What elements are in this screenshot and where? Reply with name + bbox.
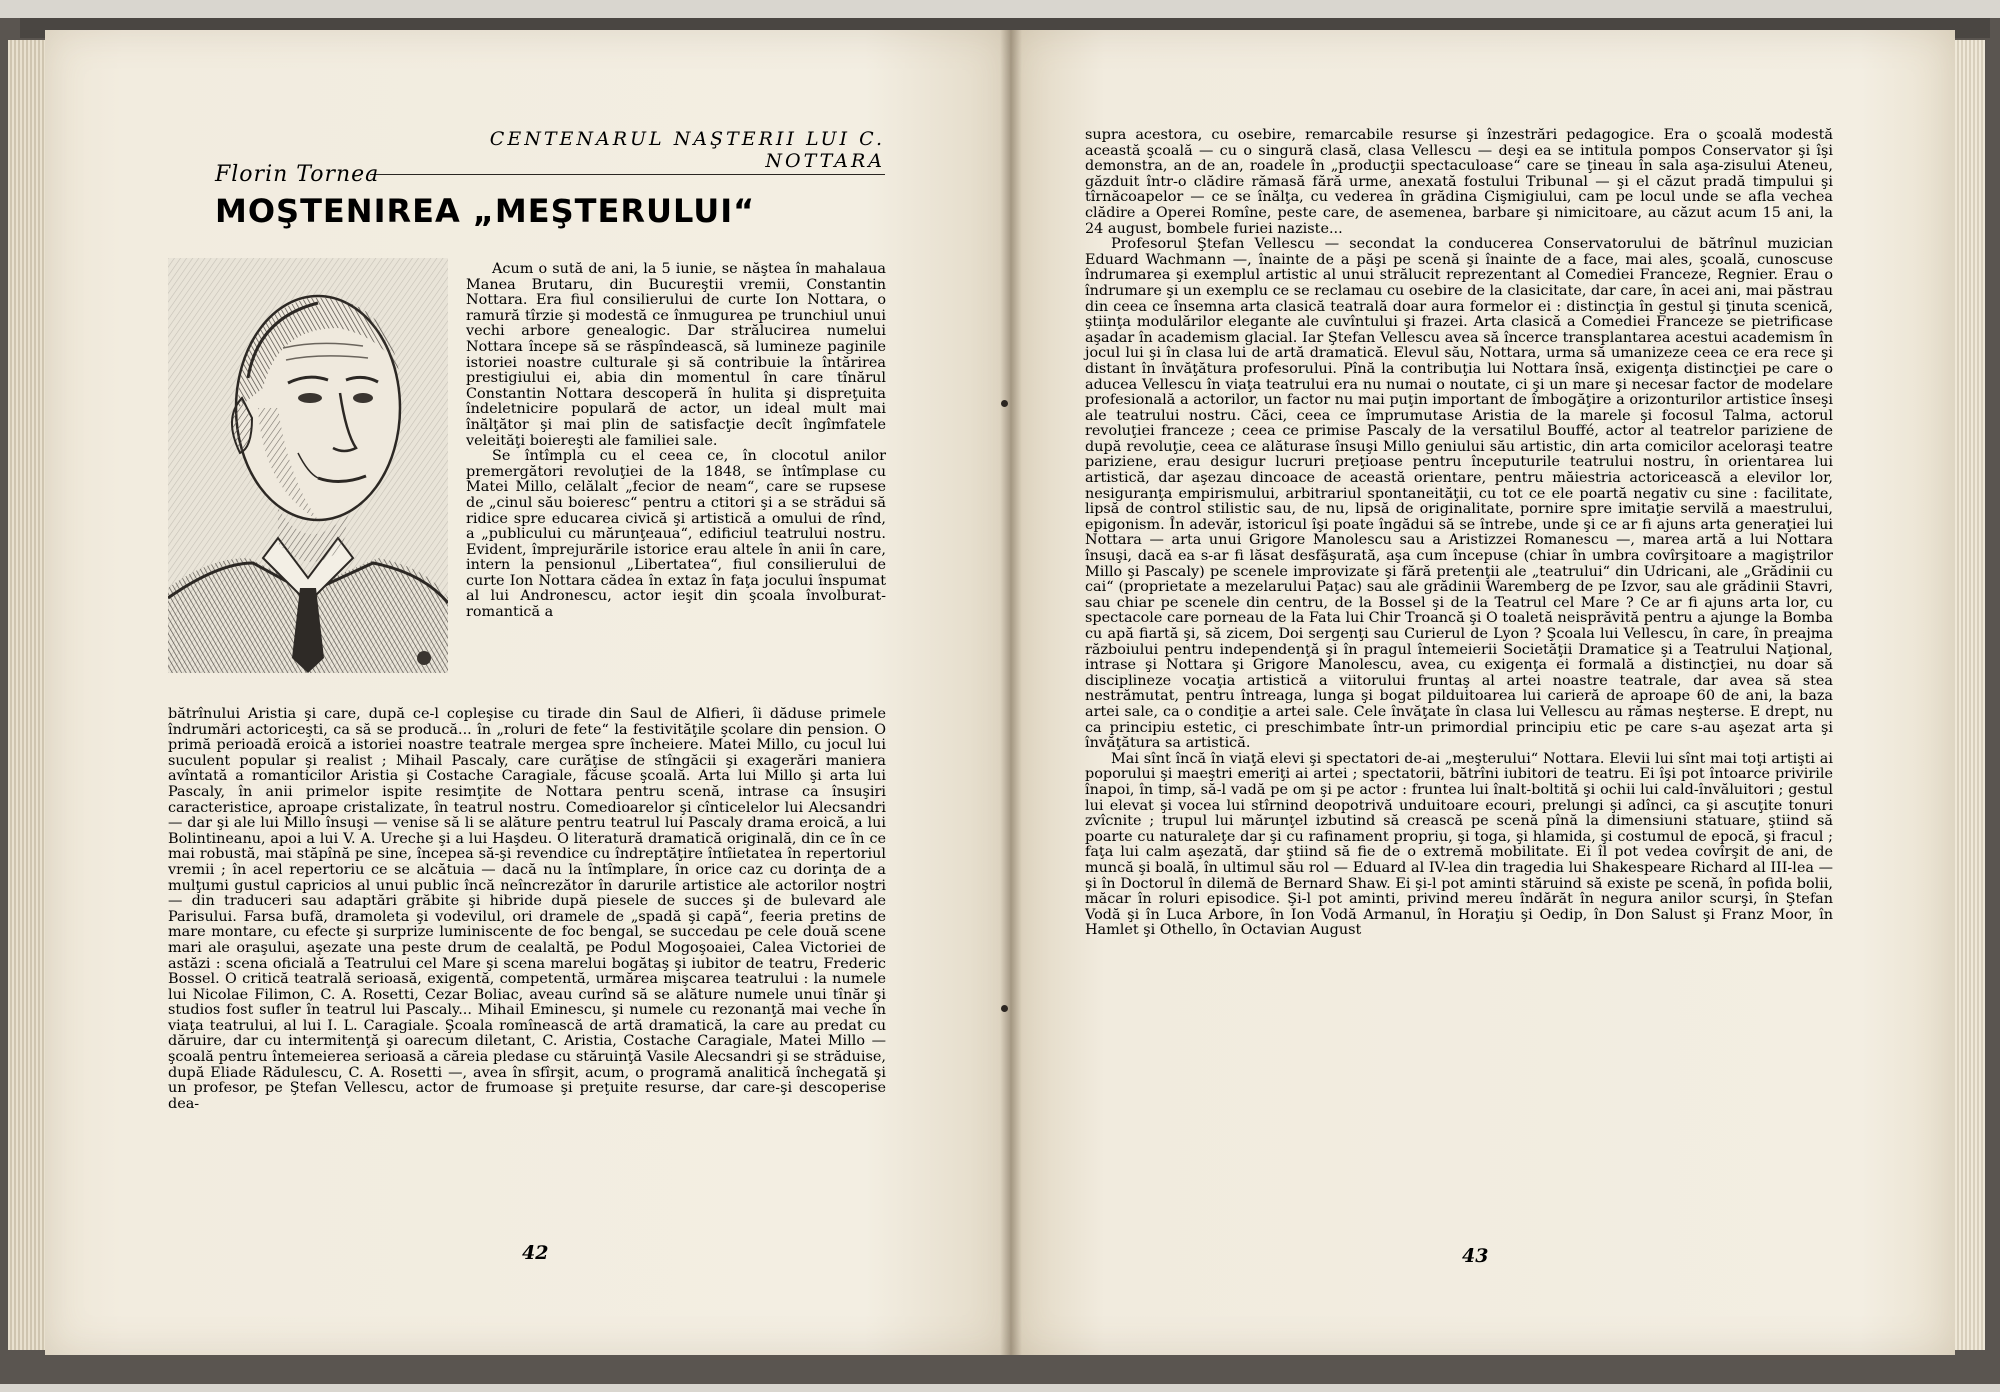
right-page-stack-edge [1955, 40, 1985, 1350]
left-body-paragraph-1: bătrînului Aristia şi care, după ce-l copleşise cu tirade din Saul de Alfieri, îi dăduse primele îndrumări actoriceşti, ca să se producă... în „roluri de fete“ la festivităţile şcolare din pension. O primă perioadă eroică a istoriei noastre teatrale mergea spre încheiere. Matei Millo, cu jocul lui suculent popular şi realist ; Mihail Pascaly, care curăţise de stîngăcii şi exagerări maniera avîntată a romanticilor Aristia şi Costache Caragiale, făcuse şcoală. Arta lui Millo şi arta lui Pascaly, în anii primelor ispite resimţite de Nottara pentru scenă, intrase ca însuşiri caracteristice, aproape cristalizate, în teatrul nostru. Comedioarelor şi cînticelelor lui Alecsandri — dar şi ale lui Millo însuşi — venise să li se alăture pentru teatrul lui Pascaly drama eroică, a lui Bolintineanu, apoi a lui V. A. Ureche şi a lui Haşdeu. O literatură dramatică originală, din ce în ce mai robustă, mai stăpînă pe sine, începea să-şi revendice cu îndreptăţire întîietatea în repertoriul vremii ; în acel repertoriu ce se alcătuia — dacă nu la întîmplare, în orice caz cu dorinţa de a mulţumi gustul capricios al unui public încă neîncrezător în darurile artistice ale actorilor noştri — din traduceri sau adaptări grăbite şi hibride după piesele de succes şi de bulevard ale Parisului. Farsa bufă, dramoleta şi vodevilul, ori dramele de „spadă şi capă“, feeria pretins de mare montare, cu efecte şi surprize luminiscente de foc bengal, se succedau pe cele două scene mari ale oraşului, aşezate una peste drum de cealaltă, pe Podul Mogoşoaiei, Calea Victoriei de astăzi : scena oficială a Teatrului cel Mare şi scena marelui bogătaş şi iubitor de teatru, Frederic Bossel. O critică teatrală serioasă, exigentă, competentă, urmărea mişcarea teatrului : la numele lui Nicolae Filimon, C. A. Rosetti, Cezar Boliac, aveau curînd să se alăture numele unui tînăr şi studios fost sufler în teatrul lui Pascaly... Mihail Eminescu, şi numele cu rezonanţă mai veche în viaţa teatrului, al lui I. L. Caragiale. Şcoala romînească de artă dramatică, la care au predat cu dăruire, dar cu intermitenţă şi oarecum diletant, C. Aristia, Costache Caragiale, Matei Millo — şcoală pentru întemeierea serioasă a căreia pledase cu stăruinţă Vasile Alecsandri şi se străduise, după Eliade Rădulescu, C. A. Rosetti —, avea în sfîrşit, acum, o programă analitică închegată şi un profesor, pe Ştefan Vellescu, actor de frumoase şi preţuite resurse, dar care-şi descoperise dea- [168, 706, 886, 1112]
intro-text-column [466, 262, 886, 621]
right-body-text [1085, 128, 1833, 939]
page-number-right: 43 [1462, 1245, 1489, 1267]
article-author: Florin Tornea [215, 162, 380, 187]
portrait-image [168, 258, 448, 673]
portrait-sketch [168, 258, 448, 673]
intro-paragraph-1: Acum o sută de ani, la 5 iunie, se năştea în mahalaua Manea Brutaru, din Bucureştii vremii, Constantin Nottara. Era fiul consilierului de curte Ion Nottara, o ramură tîrzie şi modestă ce înmugurea pe trunchiul unui vechi arbore genealogic. Dar strălucirea numelui Nottara începe să se răspîndească, să lumineze paginile istoriei noastre culturale şi să contribuie la întărirea prestigiului ei, abia din momentul în care tînărul Constantin Nottara descoperă în hulita şi dispreţuita îndeletnicire populară de actor, un ideal mult mai înălţător şi mai plin de satisfacţie decît îngîmfatele veleităţi boiereşti ale familiei sale. [466, 261, 886, 449]
right-paragraph-1: supra acestora, cu osebire, remarcabile resurse şi înzestrări pedagogice. Era o şcoală modestă această şcoală — cu o singură clasă, clasa Vellescu — deşi ea se intitula pompos Conservator şi îşi demonstra, an de an, roadele în „producţii spectaculoase“ care se ţineau în sala aşa-zisului Ateneu, găzduit într-o clădire rămasă fără urme, anexată fostului Tribunal — şi el căzut pradă timpului şi tîrnăcoapelor — ce se înălţa, cu vederea în grădina Cişmigiului, cam pe locul unde se afla vechea clădire a Operei Romîne, peste care, de asemenea, barbare şi nimicitoare, au căzut acum 15 ani, la 24 august, bombele furiei naziste... [1085, 127, 1833, 237]
left-page-stack-edge [8, 40, 45, 1350]
page-number-left: 42 [522, 1242, 549, 1264]
right-paragraph-2: Profesorul Ştefan Vellescu — secondat la conducerea Conservatorului de bătrînul muzician Eduard Wachmann —, înainte de a păşi pe scenă şi înainte de a face, mai ales, şcoală, cunoscuse îndrumarea şi exemplul artistic al unui strălucit reprezentant al Comediei Franceze, Regnier. Erau o îndrumare şi un exemplu ce se reclamau cu osebire de la clasicitate, dar care, în acei ani, mai păstrau din ceea ce însemna arta clasică teatrală doar aura formelor ei : distincţia în gestul şi ţinuta scenică, ştiinţa modulărilor elegante ale cuvîntului şi frazei. Arta clasică a Comediei Franceze se pietrificase aşadar în academism glacial. Iar Ştefan Vellescu avea să încerce transplantarea acestui academism în jocul lui şi în clasa lui de artă dramatică. Elevul său, Nottara, urma să umanizeze ceea ce era rece şi distant în învăţătura profesorului. Pînă la contribuţia lui Nottara însă, exigenţa distincţiei pe care o aducea Vellescu în viaţa teatrului era nu numai o noutate, ci şi un mare şi necesar factor de modelare profesională a actorilor, un factor nu mai puţin important de îmbogăţire a orizonturilor artistice înseşi ale teatrului nostru. Căci, ceea ce împrumutase Aristia de la marele şi focosul Talma, actorul revoluţiei franceze ; ceea ce primise Pascaly de la versatilul Bouffé, actor al teatrelor pariziene de după revoluţie, ceea ce alăturase însuşi Millo geniului său artistic, din arta comicilor aceloraşi teatre pariziene, erau desigur lucruri preţioase pentru începuturile teatrului nostru, în orientarea lui artistică, dar aşezau dincoace de această orientare, pentru măiestria actoricească a elevilor lor, nesiguranţa empirismului, arbitrariul spontaneităţii, cu tot ce ele poartă negativ cu sine : facilitate, lipsă de control stilistic sau, de nu, lipsă de originalitate, pornire spre imitaţie servilă a maestrului, epigonism. În adevăr, istoricul îşi poate îngădui să se întrebe, unde şi ce ar fi ajuns arta generaţiei lui Nottara — arta unui Grigore Manolescu sau a Aristizzei Romanescu —, marea artă a lui Nottara însuşi, dacă ea s-ar fi lăsat desfăşurată, aşa cum începuse (chiar în umbra covîrşitoare a magiştrilor Millo şi Pascaly) pe scenele improvizate şi fără pretenţii ale „teatrului“ din Udricani, ale „Grădinii cu cai“ (proprietate a mezelarului Paţac) sau ale grădinii Waremberg de pe Izvor, sau ale grădinii Stavri, sau chiar pe scenele din centru, de la Bossel şi de la Teatrul cel Mare ? Ce ar fi ajuns arta lor, cu spectacole care porneau de la Fata lui Chir Troancă şi O toaletă neisprăvită pentru a ajunge la Bomba cu apă fiartă şi, să zicem, Doi sergenţi sau Curierul de Lyon ? Şcoala lui Vellescu, în care, în preajma războiului pentru independenţă şi în pragul întemeierii Societăţii Dramatice şi a Teatrului Naţional, intrase şi Nottara şi Grigore Manolescu, avea, cu exigenţa ei formală a distincţiei, nu doar să disciplineze vocaţia artistică a viitorului fruntaş al artei noastre teatrale, dar avea să stea nestrămutat, pentru întreaga, lunga şi bogat pilduitoarea lui carieră de aproape 60 de ani, la baza artei sale, ca o condiţie a artei sale. Cele învăţate în clasa lui Vellescu au rămas neşterse. E drept, nu ca principiu estetic, ci preschimbate într-un primordial principiu etic pe care s-au aşezat arta şi învăţătura sa artistică. [1085, 236, 1833, 752]
article-title: MOŞTENIREA „MEŞTERULUI“ [215, 192, 756, 230]
running-head: CENTENARUL NAŞTERII LUI C. NOTTARA [370, 128, 885, 175]
binding-mark [1001, 1005, 1008, 1012]
intro-paragraph-2: Se întîmpla cu el ceea ce, în clocotul anilor premergători revoluţiei de la 1848, se întîmplase cu Matei Millo, celălalt „fecior de neam“, care se rupsese de „cinul său boieresc“ pentru a ctitori şi a se strădui să ridice spre educarea civică şi artistică a omului de rînd, a „publicului cu mărunţeaua“, edificiul teatrului nostru. Evident, împrejurările istorice erau altele în anii în care, intern la pensionul „Libertatea“, fiul consilierului de curte Ion Nottara cădea în extaz în faţa jocului înspumat al lui Andronescu, actor ieşit din şcoala învolburat-romantică a [466, 448, 886, 621]
book-gutter [1000, 30, 1022, 1355]
left-body-text [168, 707, 886, 1112]
binding-mark [1001, 400, 1008, 407]
right-paragraph-3: Mai sînt încă în viaţă elevi şi spectatori de-ai „meşterului“ Nottara. Elevii lui sînt mai toţi artişti ai poporului şi maeştri emeriţi ai artei ; spectatorii, bătrîni iubitori de teatru. Ei îşi pot întoarce privirile înapoi, în timp, să-l vadă pe om şi pe actor : fruntea lui înalt-boltită şi ochii lui cald-învăluitori ; gestul lui elevat şi vocea lui stîrnind deopotrivă unduitoare ecouri, prelungi şi adînci, ca şi ascuţite tonuri zvîcnite ; trupul lui mărunţel izbutind să crească pe scenă pînă la dimensiuni statuare, ştiind să poarte cu naturaleţe dar şi cu rafinament propriu, şi toga, şi hlamida, şi costumul de epocă, şi fracul ; faţa lui calm aşezată, dar ştiind să fie de o extremă mobilitate. Ei îl pot vedea covîrşit de ani, de muncă şi boală, în ultimul său rol — Eduard al IV-lea din tragedia lui Shakespeare Richard al III-lea — şi în Doctorul în dilemă de Bernard Shaw. Ei şi-l pot aminti stăruind să existe pe scenă, în pofida bolii, măcar în roluri episodice. Şi-l pot aminti, privind mereu îndărăt în negura anilor scurşi, în Ştefan Vodă şi în Luca Arbore, în Ion Vodă Armanul, în Horaţiu şi Oedip, în Don Salust şi Franz Moor, în Hamlet şi Othello, în Octavian August [1085, 750, 1833, 939]
